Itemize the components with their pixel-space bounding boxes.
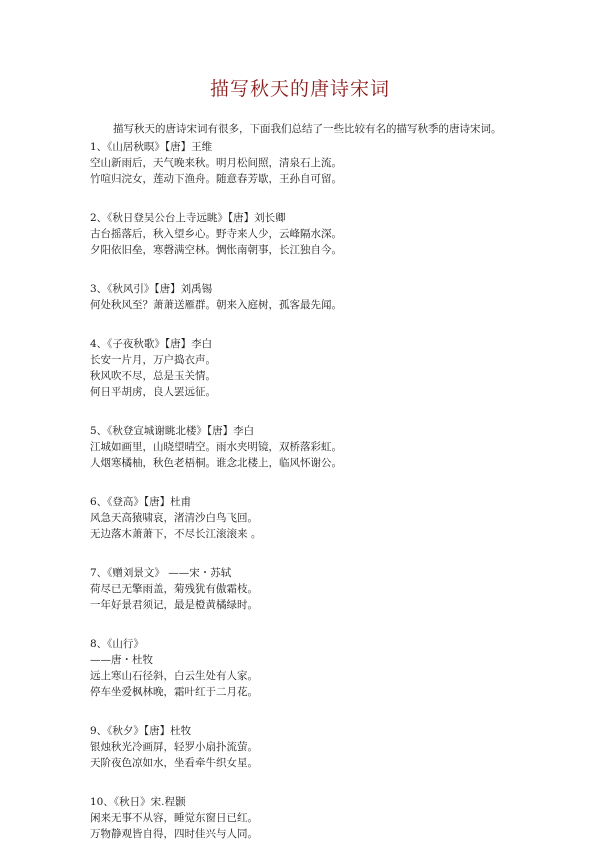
poem-block [90, 723, 550, 771]
poem-line: 夕阳依旧垒，寒磬满空林。惆怅南朝事，长江独自今。 [90, 244, 342, 256]
poem-line: 停车坐爱枫林晚，霜叶红于二月花。 [90, 686, 258, 698]
poem-block [90, 565, 550, 613]
poem-heading: 6、《登高》【唐】杜甫 [90, 496, 192, 508]
poem-line: 长安一片月，万户捣衣声。 [90, 354, 216, 366]
poem-line: 天阶夜色凉如水，坐看牵牛织女星。 [90, 757, 258, 769]
poem-line: 秋风吹不尽，总是玉关情。 [90, 370, 216, 382]
poem-block [90, 423, 550, 471]
page-title: 描写秋天的唐诗宋词 [209, 78, 390, 100]
poem-block [90, 494, 550, 542]
poem-line: 古台摇落后，秋入望乡心。野寺来人少，云峰隔水深。 [90, 228, 342, 240]
poem-line: 远上寒山石径斜，白云生处有人家。 [90, 670, 258, 682]
poem-line: 闲来无事不从容，睡觉东窗日已红。 [90, 812, 258, 824]
poem-line: 何处秋风至？萧萧送雁群。朝来入庭树，孤客最先闻。 [90, 299, 342, 311]
poem-line: 一年好景君须记，最是橙黄橘绿时。 [90, 599, 258, 611]
poem-block [90, 636, 550, 700]
poem-heading: 5、《秋登宣城谢眺北楼》【唐】李白 [90, 425, 255, 437]
poem-heading: 1、《山居秋暝》【唐】王维 [90, 141, 213, 153]
poem-line: 竹喧归浣女，莲动下渔舟。随意春芳歇，王孙自可留。 [90, 173, 342, 185]
poem-line: 江城如画里，山晓望晴空。雨水夹明镜，双桥落彩虹。 [90, 441, 342, 453]
poem-heading: 3、《秋风引》【唐】刘禹锡 [90, 283, 213, 295]
poem-line: 万物静观皆自得，四时佳兴与人同。 [90, 828, 258, 840]
poem-line: 荷尽已无擎雨盖，菊残犹有傲霜枝。 [90, 583, 258, 595]
poem-line: 银烛秋光冷画屏，轻罗小扇扑流萤。 [90, 741, 258, 753]
poem-block [90, 794, 550, 842]
poem-block [90, 210, 550, 258]
poem-line: 何日平胡虏，良人罢远征。 [90, 386, 216, 398]
poem-line: ——唐・杜牧 [90, 654, 153, 666]
poem-heading: 4、《子夜秋歌》【唐】李白 [90, 338, 213, 350]
poem-heading: 8、《山行》 [90, 638, 144, 650]
poem-line: 无边落木萧萧下，不尽长江滚滚来 。 [90, 528, 262, 540]
poem-line: 人烟寒橘柚，秋色老梧桐。谁念北楼上，临风怀谢公。 [90, 457, 342, 469]
intro-paragraph: 描写秋天的唐诗宋词有很多，下面我们总结了一些比较有名的描写秋季的唐诗宋词。 [113, 123, 502, 135]
poem-block [90, 336, 550, 400]
poem-heading: 10、《秋日》宋.程颢 [90, 796, 186, 808]
poem-block [90, 139, 550, 187]
poem-heading: 2、《秋日登吴公台上寺远眺》【唐】刘长卿 [90, 212, 286, 224]
poem-block [90, 281, 550, 313]
poem-line: 空山新雨后，天气晚来秋。明月松间照，清泉石上流。 [90, 157, 342, 169]
poem-heading: 7、《赠刘景文》 ——宋・苏轼 [90, 567, 232, 579]
poem-heading: 9、《秋夕》【唐】杜牧 [90, 725, 192, 737]
poem-line: 风急天高猿啸哀，渚清沙白鸟飞回。 [90, 512, 258, 524]
poem-list [90, 139, 550, 865]
